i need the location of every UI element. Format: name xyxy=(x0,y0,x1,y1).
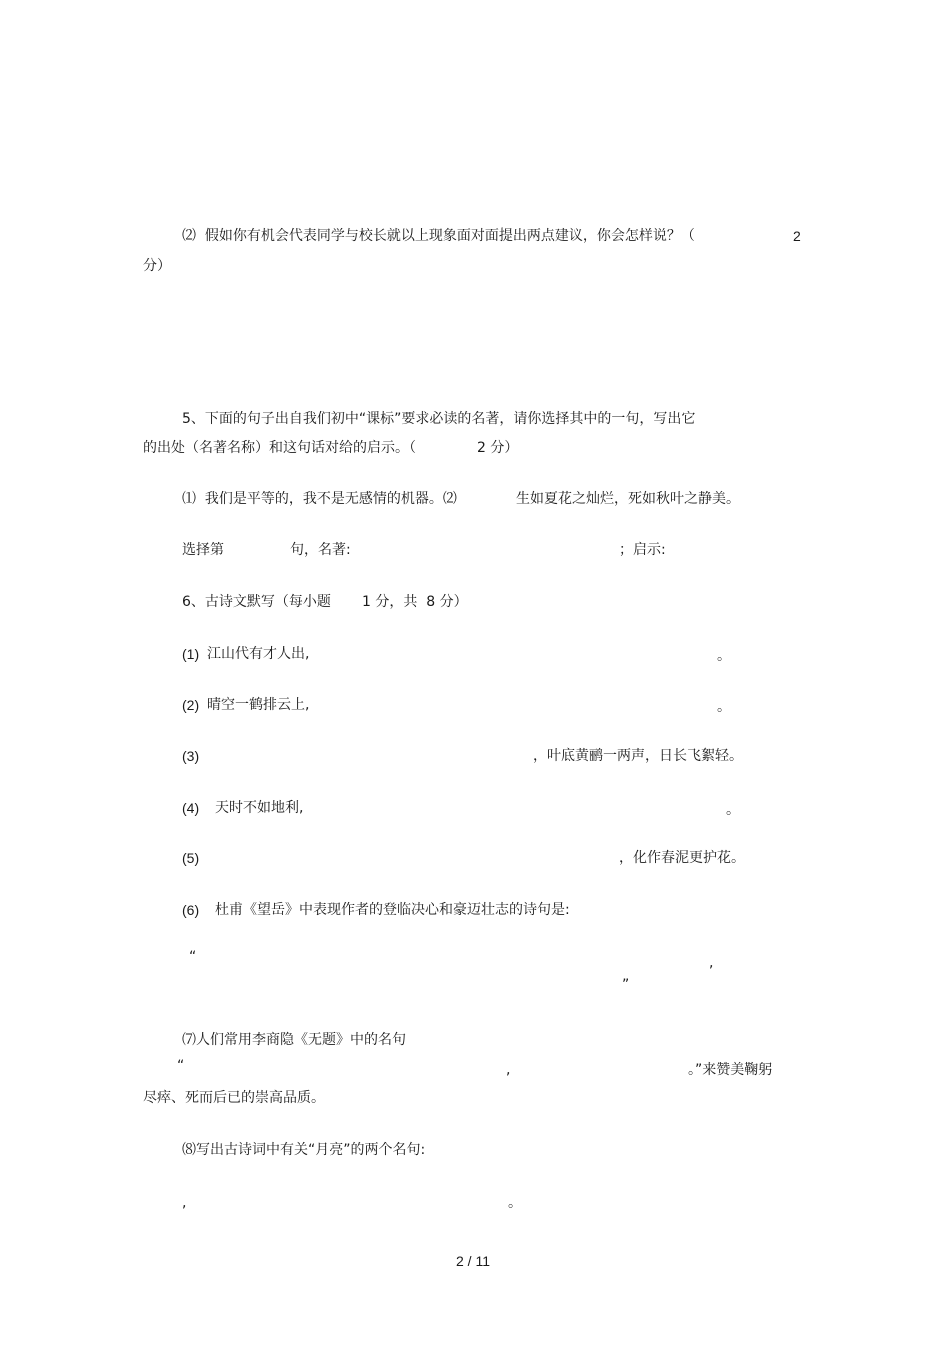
q5-prompt-line1: 5、下面的句子出自我们初中“课标”要求必读的名著，请你选择其中的一句，写出它 xyxy=(182,411,696,427)
q6-item-7-comma: , xyxy=(506,1062,511,1078)
q5-score: 2 分） xyxy=(477,440,519,456)
q6-item-6-open-quote: “ xyxy=(189,949,197,965)
q4-2-prompt: ⑵ 假如你有机会代表同学与校长就以上现象面对面提出两点建议，你会怎样说？（ xyxy=(182,228,695,244)
q6-item-8-end: 。 xyxy=(508,1195,522,1211)
q6-item-4-number: (4) xyxy=(182,800,200,816)
page-number: 2 / 11 xyxy=(456,1253,490,1269)
q6-item-1-number: (1) xyxy=(182,646,200,662)
q6-item-7-open-quote: “ xyxy=(177,1058,185,1074)
q6-item-8-comma: , xyxy=(182,1195,187,1211)
q5-answer-inspire: ；启示: xyxy=(619,542,666,558)
q6-item-2-number: (2) xyxy=(182,697,200,713)
q6-item-6-comma: , xyxy=(709,955,714,971)
q5-answer-book: 句，名著: xyxy=(290,542,351,558)
q6-item-5-number: (5) xyxy=(182,850,200,866)
q6-item-7-end: 。”来赞美鞠躬 xyxy=(688,1062,773,1078)
q6-item-3-text: ，叶底黄鹂一两声，日长飞絮轻。 xyxy=(533,748,743,764)
q6-item-6-close-quote: ” xyxy=(622,977,630,993)
q6-item-1-text: 江山代有才人出, xyxy=(207,646,310,662)
q5-prompt-line2: 的出处（名著名称）和这句话对给的启示。（ xyxy=(143,440,416,456)
q6-item-4-text: 天时不如地利, xyxy=(215,800,304,816)
q6-item-7-prompt: ⑺人们常用李商隐《无题》中的名句 xyxy=(182,1032,406,1048)
q6-item-4-end: 。 xyxy=(726,802,740,818)
q6-title-score: 1 分，共 8 分） xyxy=(362,594,468,610)
q6-item-1-end: 。 xyxy=(717,648,731,664)
q5-option-1: ⑴ 我们是平等的，我不是无感情的机器。⑵ xyxy=(182,491,457,507)
q6-title: 6、古诗文默写（每小题 xyxy=(182,594,331,610)
q6-item-6-number: (6) xyxy=(182,902,200,918)
q6-item-8-prompt: ⑻写出古诗词中有关“月亮”的两个名句: xyxy=(182,1142,426,1158)
q6-item-2-text: 晴空一鹤排云上, xyxy=(207,697,310,713)
q4-2-score-unit: 分） xyxy=(143,258,171,274)
q6-item-5-text: ，化作春泥更护花。 xyxy=(619,850,745,866)
q5-answer-select: 选择第 xyxy=(182,542,224,558)
q4-2-score-number: 2 xyxy=(793,228,801,244)
q6-item-2-end: 。 xyxy=(717,699,731,715)
q6-item-7-line3: 尽瘁、死而后已的崇高品质。 xyxy=(143,1090,325,1106)
q6-item-3-number: (3) xyxy=(182,748,200,764)
q5-option-2: 生如夏花之灿烂，死如秋叶之静美。 xyxy=(516,491,740,507)
q6-item-6-text: 杜甫《望岳》中表现作者的登临决心和豪迈壮志的诗句是: xyxy=(215,902,570,918)
